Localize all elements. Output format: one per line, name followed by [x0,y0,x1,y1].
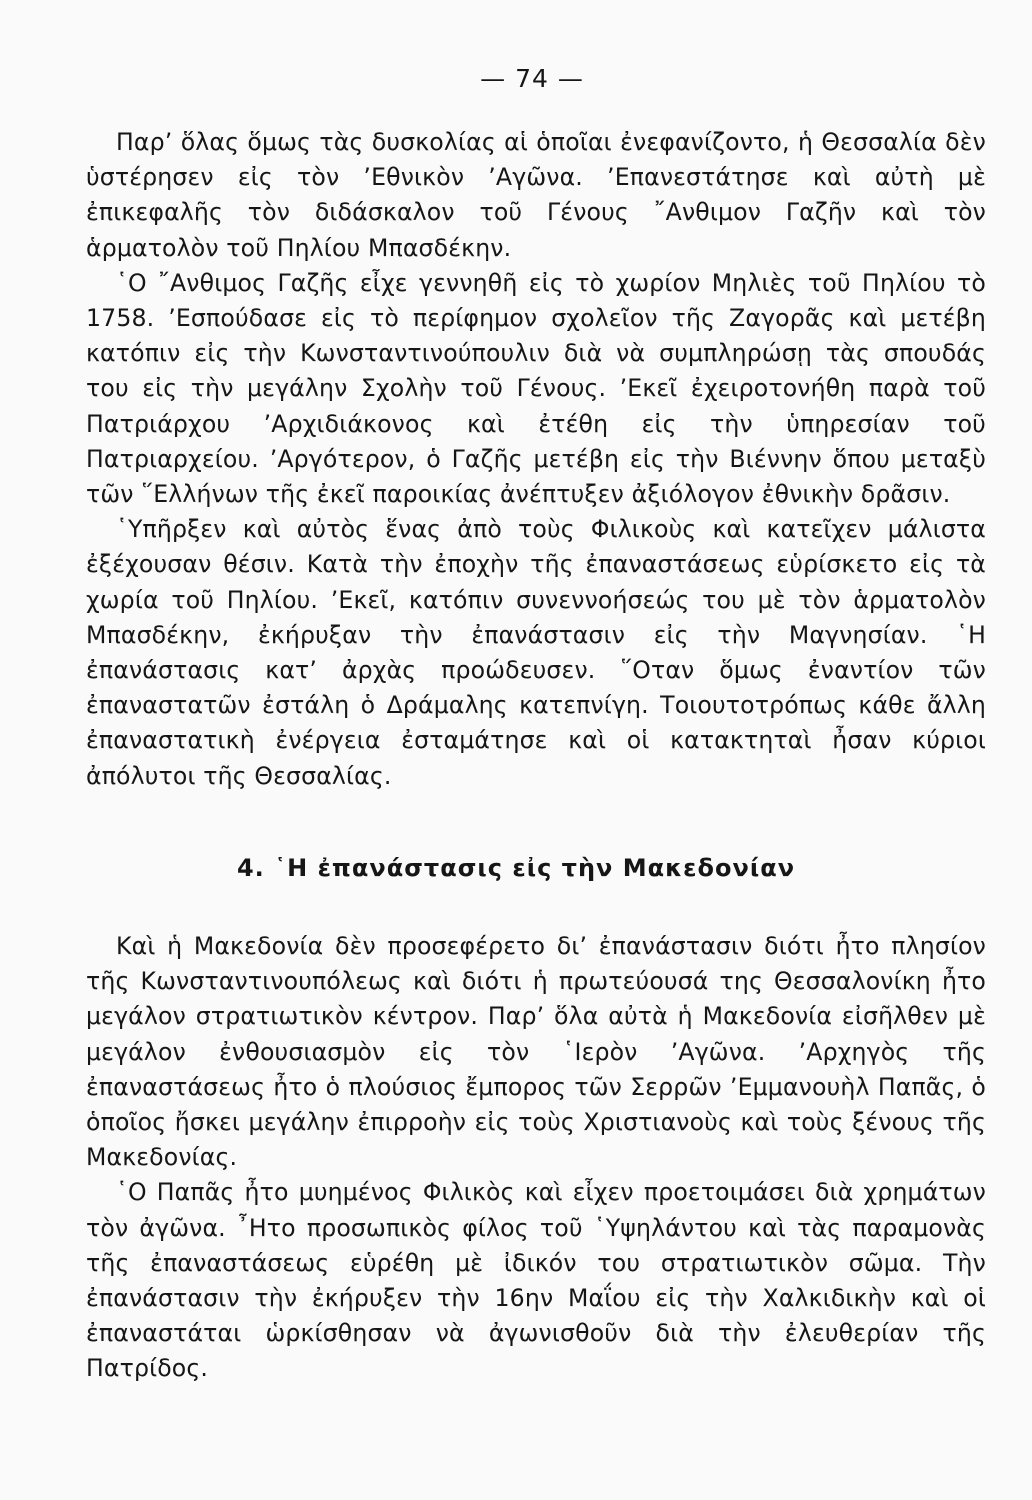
paragraph: ῾Ο ῎Ανθιμος Γαζῆς εἶχε γεννηθῆ εἰς τὸ χωρίον Μηλιὲς τοῦ Πηλίου τὸ 1758. ’Εσπούδασε εἰς τὸ περίφημον σχολεῖον τῆς Ζαγορᾶς καὶ μετέβη κατόπιν εἰς τὴν Κωνσταντινούπουλιν διὰ νὰ συμπληρώσῃ τὰς σπουδάς του εἰς τὴν μεγάλην Σχολὴν τοῦ Γένους. ’Εκεῖ ἐχειροτονήθη παρὰ τοῦ Πατριάρχου ’Αρχιδιάκονος καὶ ἐτέθη εἰς τὴν ὑπηρεσίαν τοῦ Πατριαρχείου. ’Αργότερον, ὁ Γαζῆς μετέβη εἰς τὴν Βιέννην ὅπου μεταξὺ τῶν ῞Ελλήνων τῆς ἐκεῖ παροικίας ἀνέπτυξεν ἀξιόλογον ἐθνικὴν δρᾶσιν. [86,268,986,509]
section-heading: 4. ῾Η ἐπανάστασις εἰς τὴν Μακεδονίαν [236,854,796,882]
paragraph: Καὶ ἡ Μακεδονία δὲν προσεφέρετο δι’ ἐπανάστασιν διότι ἦτο πλησίον τῆς Κωνσταντινουπόλεως καὶ διότι ἡ πρωτεύουσά της Θεσσαλονίκη ἦτο μεγάλον στρατιωτικὸν κέντρον. Παρ’ ὅλα αὐτὰ ἡ Μακεδονία εἰσῆλθεν μὲ μεγάλον ἐνθουσιασμὸν εἰς τὸν ῾Ιερὸν ’Αγῶνα. ’Αρχηγὸς τῆς ἐπαναστάσεως ἦτο ὁ πλούσιος ἔμπορος τῶν Σερρῶν ’Εμμανουὴλ Παπᾶς, ὁ ὁποῖος ἤσκει μεγάλην ἐπιρροὴν εἰς τοὺς Χριστιανοὺς καὶ τοὺς ξένους τῆς Μακεδονίας. [86,932,986,1172]
paragraph: ῾Ο Παπᾶς ἦτο μυημένος Φιλικὸς καὶ εἶχεν προετοιμάσει διὰ χρημάτων τὸν ἀγῶνα. ῏Ητο προσωπικὸς φίλος τοῦ ῾Υψηλάντου καὶ τὰς παραμονὰς τῆς ἐπαναστάσεως εὑρέθη μὲ ἰδικόν του στρατιωτικὸν σῶμα. Τὴν ἐπανάστασιν τὴν ἐκήρυξεν τὴν 16ην Μαΐου εἰς τὴν Χαλκιδικὴν καὶ οἱ ἐπαναστάται ὡρκίσθησαν νὰ ἀγωνισθοῦν διὰ τὴν ἐλευθερίαν τῆς Πατρίδος. [86,1178,986,1383]
macedonia-section [86,929,986,1387]
thessaly-section [86,125,986,794]
paragraph: ῾Υπῆρξεν καὶ αὐτὸς ἕνας ἀπὸ τοὺς Φιλικοὺς καὶ κατεῖχεν μάλιστα ἐξέχουσαν θέσιν. Κατὰ τὴν ἐποχὴν τῆς ἐπαναστάσεως εὑρίσκετο εἰς τὰ χωρία τοῦ Πηλίου. ’Εκεῖ, κατόπιν συνεννοήσεώς του μὲ τὸν ἁρματολὸν Μπασδέκην, ἐκήρυξαν τὴν ἐπανάστασιν εἰς τὴν Μαγνησίαν. ῾Η ἐπανάστασις κατ’ ἀρχὰς προώδευσεν. ῞Οταν ὅμως ἐναντίον τῶν ἐπαναστατῶν ἐστάλη ὁ Δράμαλης κατεπνίγη. Τοιουτοτρόπως κάθε ἄλλη ἐπαναστατικὴ ἐνέργεια ἐσταμάτησε καὶ οἱ κατακτηταὶ ἦσαν κύριοι ἀπόλυτοι τῆς Θεσσαλίας. [86,515,986,790]
paragraph: Παρ’ ὅλας ὅμως τὰς δυσκολίας αἱ ὁποῖαι ἐνεφανίζοντο, ἡ Θεσσαλία δὲν ὑστέρησεν εἰς τὸν ’Εθνικὸν ’Αγῶνα. ’Επανεστάτησε καὶ αὐτὴ μὲ ἐπικεφαλῆς τὸν διδάσκαλον τοῦ Γένους ῎Ανθιμον Γαζῆν καὶ τὸν ἁρματολὸν τοῦ Πηλίου Μπασδέκην. [86,128,986,262]
page-number: — 74 — [480,64,584,93]
